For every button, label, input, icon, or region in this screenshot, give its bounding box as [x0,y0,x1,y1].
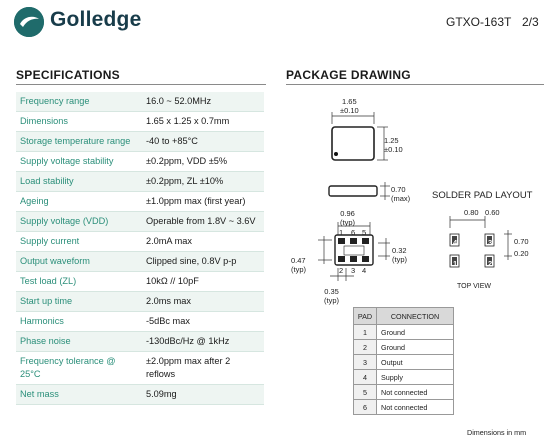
document-code: GTXO-163T [446,15,512,29]
spec-row [16,232,264,252]
spec-value: -130dBc/Hz @ 1kHz [146,336,230,346]
spec-label: Frequency tolerance @ 25°C [20,356,116,379]
spec-label: Net mass [20,389,59,399]
pad-connection: Output [377,355,454,370]
spec-label: Harmonics [20,316,64,326]
spec-value: Clipped sine, 0.8V p-p [146,256,237,266]
spec-value: 2.0mA max [146,236,192,246]
spec-label: Load stability [20,176,74,186]
solder-dim-b: 0.60 [485,208,500,217]
golledge-logo-icon [14,7,44,37]
page-number: 2/3 [522,15,539,29]
spec-label: Supply voltage stability [20,156,114,166]
pin-number: 3 [351,266,356,275]
units-note: Dimensions in mm [467,428,527,437]
dim-pad-span: 0.96 (typ) [340,209,355,227]
spec-label: Storage temperature range [20,136,131,146]
pad-connection-table [353,307,454,415]
spec-row [16,92,264,112]
spec-value: ±0.2ppm, ZL ±10% [146,176,224,186]
spec-row [16,272,264,292]
spec-value: -40 to +85°C [146,136,198,146]
pin-number: 4 [362,266,367,275]
spec-value: 5.09mg [146,389,177,399]
pad-row [354,325,454,340]
spec-row [16,192,264,212]
dim-pad-gap: 0.32 (typ) [392,246,407,264]
pad-row [354,400,454,415]
package-drawing-divider [286,84,544,85]
spec-label: Supply voltage (VDD) [20,216,109,226]
spec-value: -5dBc max [146,316,190,326]
spec-row [16,332,264,352]
spec-row [16,172,264,192]
pad-row [354,340,454,355]
spec-label: Start up time [20,296,73,306]
spec-label: Ageing [20,196,49,206]
spec-row [16,292,264,312]
specifications-table [16,92,264,405]
spec-value: ±1.0ppm max (first year) [146,196,246,206]
spec-value: Operable from 1.8V ~ 3.6V [146,216,256,226]
spec-row [16,312,264,332]
solder-pad-label: 2 [488,259,493,268]
spec-row [16,152,264,172]
spec-row [16,352,264,385]
dim-top-width: 1.65 ±0.10 [340,97,359,115]
pad-connection: Ground [377,325,454,340]
spec-row [16,252,264,272]
pad-number: 3 [354,355,377,370]
spec-value: ±0.2ppm, VDD ±5% [146,156,228,166]
solder-dim-d: 0.20 [514,249,529,258]
top-view-label: TOP VIEW [457,283,491,290]
spec-label: Supply current [20,236,80,246]
pad-connection: Not connected [377,385,454,400]
pad-number: 4 [354,370,377,385]
spec-value: ±2.0ppm max after 2 reflows [146,356,231,379]
dim-thickness: 0.70 (max) [391,185,411,203]
spec-label: Output waveform [20,256,90,266]
spec-value: 1.65 x 1.25 x 0.7mm [146,116,230,126]
solder-dim-a: 0.80 [464,208,479,217]
solder-pad-title: SOLDER PAD LAYOUT [432,190,533,201]
pin-number: 5 [362,228,367,237]
spec-label: Frequency range [20,96,90,106]
spec-value: 16.0 ~ 52.0MHz [146,96,212,106]
pad-number: 6 [354,400,377,415]
pin-number: 1 [339,228,344,237]
spec-row [16,385,264,405]
spec-row [16,132,264,152]
dim-pad-height: 0.47 (typ) [291,256,306,274]
solder-pad-label: 3 [488,238,493,247]
pad-connection: Not connected [377,400,454,415]
solder-pad-label: 4 [453,238,458,247]
spec-label: Phase noise [20,336,71,346]
pin-number: 2 [339,266,344,275]
pad-column-header: PAD [354,308,377,325]
spec-value: 10kΩ // 10pF [146,276,199,286]
pad-number: 5 [354,385,377,400]
spec-row [16,212,264,232]
solder-dim-c: 0.70 [514,237,529,246]
specifications-title: SPECIFICATIONS [16,68,120,82]
pad-row [354,385,454,400]
pad-number: 2 [354,340,377,355]
pin-number: 6 [351,228,356,237]
pad-connection: Ground [377,340,454,355]
spec-label: Dimensions [20,116,68,126]
dim-pad-width: 0.35 (typ) [324,287,339,305]
pad-row [354,370,454,385]
package-drawing-title: PACKAGE DRAWING [286,68,411,82]
brand-name: Golledge [50,8,142,31]
pad-row [354,355,454,370]
spec-value: 2.0ms max [146,296,191,306]
connection-column-header: CONNECTION [377,308,454,325]
specifications-divider [16,84,266,85]
spec-row [16,112,264,132]
pad-number: 1 [354,325,377,340]
pad-connection: Supply [377,370,454,385]
dim-top-height: 1.25 ±0.10 [384,136,403,154]
spec-label: Test load (ZL) [20,276,77,286]
solder-pad-label: 1 [453,259,458,268]
